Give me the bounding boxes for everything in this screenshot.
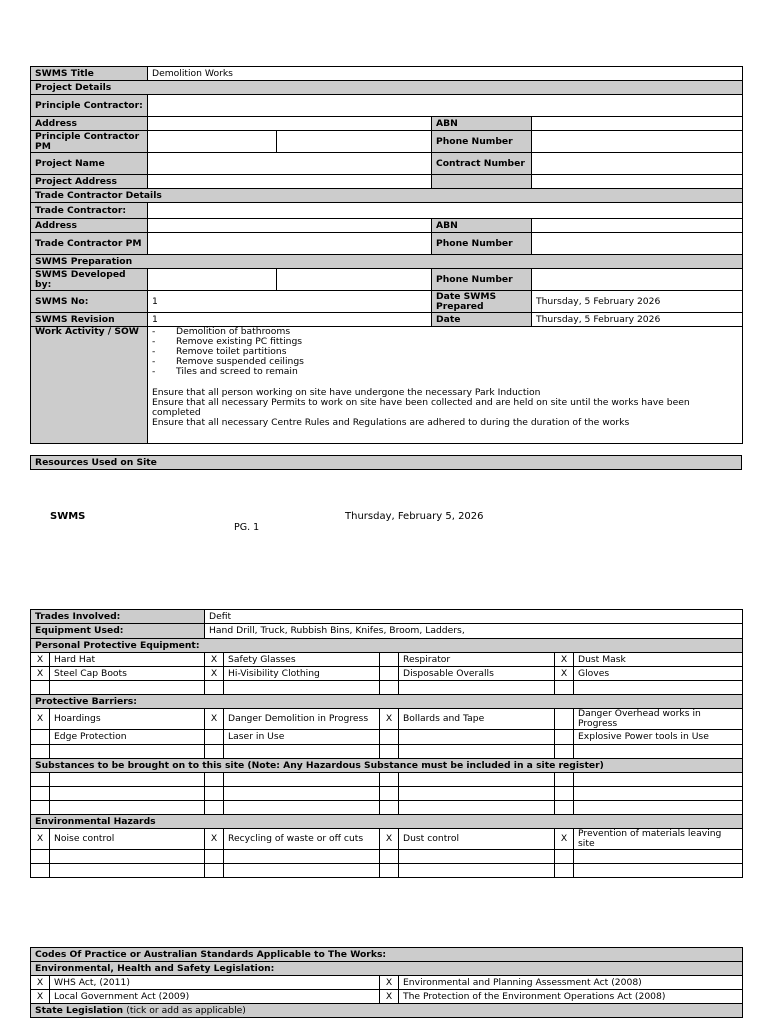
checkbox-mark[interactable]: X xyxy=(31,709,50,730)
checkbox-mark[interactable] xyxy=(380,850,399,864)
site-resources-table xyxy=(30,609,743,878)
section-codes-of-practice: Codes Of Practice or Australian Standards Applicable to The Works: xyxy=(31,948,743,962)
env-item: Prevention of materials leaving site xyxy=(574,829,743,850)
substance-item[interactable] xyxy=(574,801,743,815)
phone-number-label: Phone Number xyxy=(432,131,532,153)
checkbox-mark[interactable] xyxy=(380,864,399,878)
substance-item[interactable] xyxy=(399,801,555,815)
checkbox-mark[interactable] xyxy=(31,681,50,695)
prep-phone-number-label: Phone Number xyxy=(432,269,532,291)
barrier-row xyxy=(31,709,743,730)
ppe-item: Dust Mask xyxy=(574,653,743,667)
trade-phone-number-value[interactable] xyxy=(532,233,743,255)
substance-item[interactable] xyxy=(50,773,205,787)
substance-item[interactable] xyxy=(224,801,380,815)
ppe-item: Hi-Visibility Clothing xyxy=(224,667,380,681)
checkbox-mark[interactable] xyxy=(555,730,574,745)
checkbox-mark[interactable]: X xyxy=(555,653,574,667)
env-item[interactable] xyxy=(574,850,743,864)
checkbox-mark[interactable] xyxy=(380,801,399,815)
project-address-blank-label xyxy=(432,175,532,189)
substance-item[interactable] xyxy=(399,787,555,801)
ppe-row xyxy=(31,681,743,695)
checkbox-mark[interactable]: X xyxy=(380,976,399,990)
checkbox-mark[interactable] xyxy=(31,745,50,759)
barrier-item xyxy=(399,745,555,759)
checkbox-mark[interactable] xyxy=(380,681,399,695)
section-swms-preparation: SWMS Preparation xyxy=(31,255,743,269)
state-legislation-label: State Legislation xyxy=(35,1004,124,1016)
substance-row xyxy=(31,773,743,787)
section-substances: Substances to be brought on to this site (Note: Any Hazardous Substance must be included in a site register) xyxy=(31,759,743,773)
checkbox-mark[interactable] xyxy=(555,850,574,864)
legislation-item: The Protection of the Environment Operations Act (2008) xyxy=(399,990,743,1004)
checkbox-mark[interactable]: X xyxy=(31,990,50,1004)
checkbox-mark[interactable] xyxy=(555,745,574,759)
principle-contractor-pm-extra[interactable] xyxy=(277,131,432,153)
env-item[interactable] xyxy=(399,850,555,864)
codes-legislation-table xyxy=(30,947,743,1018)
date-label: Date xyxy=(432,313,532,327)
barrier-item xyxy=(399,730,555,745)
checkbox-mark[interactable] xyxy=(31,864,50,878)
legislation-item: Local Government Act (2009) xyxy=(50,990,380,1004)
footer-doc-title: SWMS xyxy=(50,511,86,522)
checkbox-mark[interactable]: X xyxy=(555,667,574,681)
checkbox-mark[interactable] xyxy=(555,801,574,815)
swms-title-value[interactable]: Demolition Works xyxy=(148,67,743,81)
checkbox-mark[interactable] xyxy=(380,745,399,759)
substance-item[interactable] xyxy=(574,787,743,801)
trade-address-label: Address xyxy=(31,219,148,233)
resources-table xyxy=(30,455,742,470)
substance-item[interactable] xyxy=(399,773,555,787)
substance-item[interactable] xyxy=(224,773,380,787)
trade-contractor-value[interactable] xyxy=(148,203,743,219)
principle-contractor-pm-label: Principle Contractor PM xyxy=(31,131,148,153)
abn-value[interactable] xyxy=(532,117,743,131)
env-item[interactable] xyxy=(399,864,555,878)
swms-no-value[interactable]: 1 xyxy=(148,291,432,313)
ppe-item: Disposable Overalls xyxy=(399,667,555,681)
swms-title-label: SWMS Title xyxy=(31,67,148,81)
env-item[interactable] xyxy=(50,864,205,878)
checkbox-mark[interactable] xyxy=(205,864,224,878)
checkbox-mark[interactable] xyxy=(555,681,574,695)
legislation-item: WHS Act, (2011) xyxy=(50,976,380,990)
swms-developed-by-label: SWMS Developed by: xyxy=(31,269,148,291)
ppe-item xyxy=(224,681,380,695)
substance-item[interactable] xyxy=(50,787,205,801)
substance-item[interactable] xyxy=(224,787,380,801)
footer-date: Thursday, February 5, 2026 xyxy=(345,511,484,522)
env-item: Dust control xyxy=(399,829,555,850)
project-name-value[interactable] xyxy=(148,153,432,175)
checkbox-mark[interactable] xyxy=(205,801,224,815)
work-activity-value[interactable] xyxy=(148,327,743,444)
trade-abn-label: ABN xyxy=(432,219,532,233)
legislation-row xyxy=(31,976,743,990)
abn-label: ABN xyxy=(432,117,532,131)
trades-involved-label: Trades Involved: xyxy=(31,610,205,624)
checkbox-mark[interactable] xyxy=(380,773,399,787)
env-item: Recycling of waste or off cuts xyxy=(224,829,380,850)
section-project-details: Project Details xyxy=(31,81,743,95)
barrier-row xyxy=(31,745,743,759)
checkbox-mark[interactable] xyxy=(380,653,399,667)
sow-item: - Remove toilet partitions xyxy=(152,346,287,357)
date-prepared-label: Date SWMS Prepared xyxy=(432,291,532,313)
prep-phone-number-value[interactable] xyxy=(532,269,743,291)
project-address-blank-value[interactable] xyxy=(532,175,743,189)
checkbox-mark[interactable] xyxy=(380,787,399,801)
checkbox-mark[interactable] xyxy=(380,730,399,745)
sow-note: Ensure that all necessary Centre Rules and Regulations are adhered to during the duration of the works xyxy=(152,417,630,428)
work-activity-label: Work Activity / SOW xyxy=(31,327,148,444)
barrier-item: Danger Overhead works in Progress xyxy=(574,709,743,730)
checkbox-mark[interactable] xyxy=(205,681,224,695)
checkbox-mark[interactable]: X xyxy=(555,829,574,850)
trades-involved-value[interactable]: Defit xyxy=(205,610,743,624)
date-value[interactable]: Thursday, 5 February 2026 xyxy=(532,313,743,327)
checkbox-mark[interactable] xyxy=(31,730,50,745)
checkbox-mark[interactable]: X xyxy=(31,829,50,850)
principle-contractor-pm-value[interactable] xyxy=(148,131,277,153)
section-state-legislation xyxy=(31,1004,743,1018)
checkbox-mark[interactable]: X xyxy=(380,709,399,730)
checkbox-mark[interactable]: X xyxy=(205,829,224,850)
barrier-row xyxy=(31,730,743,745)
checkbox-mark[interactable]: X xyxy=(205,709,224,730)
checkbox-mark[interactable] xyxy=(31,801,50,815)
barrier-item: Bollards and Tape xyxy=(399,709,555,730)
barrier-item xyxy=(224,745,380,759)
section-environmental-hazards: Environmental Hazards xyxy=(31,815,743,829)
equipment-used-value[interactable]: Hand Drill, Truck, Rubbish Bins, Knifes, Broom, Ladders, xyxy=(205,624,743,639)
phone-number-value[interactable] xyxy=(532,131,743,153)
legislation-row xyxy=(31,990,743,1004)
trade-contractor-label: Trade Contractor: xyxy=(31,203,148,219)
contract-number-label: Contract Number xyxy=(432,153,532,175)
ppe-item: Hard Hat xyxy=(50,653,205,667)
section-ppe: Personal Protective Equipment: xyxy=(31,639,743,653)
checkbox-mark[interactable] xyxy=(205,730,224,745)
sow-note: Ensure that all person working on site have undergone the necessary Park Induction xyxy=(152,387,541,398)
project-name-label: Project Name xyxy=(31,153,148,175)
env-item[interactable] xyxy=(574,864,743,878)
checkbox-mark[interactable]: X xyxy=(205,653,224,667)
swms-details-table xyxy=(30,66,743,444)
env-item[interactable] xyxy=(50,850,205,864)
env-item: Noise control xyxy=(50,829,205,850)
sow-item: - Remove suspended ceilings xyxy=(152,356,304,367)
date-prepared-value[interactable]: Thursday, 5 February 2026 xyxy=(532,291,743,313)
substance-item[interactable] xyxy=(574,773,743,787)
project-address-label: Project Address xyxy=(31,175,148,189)
trade-address-value[interactable] xyxy=(148,219,432,233)
ppe-item xyxy=(574,681,743,695)
section-resources-used: Resources Used on Site xyxy=(31,456,742,470)
barrier-item xyxy=(574,745,743,759)
swms-no-label: SWMS No: xyxy=(31,291,148,313)
swms-revision-value[interactable]: 1 xyxy=(148,313,432,327)
trade-contractor-pm-value[interactable] xyxy=(148,233,432,255)
section-ehs-legislation: Environmental, Health and Safety Legislation: xyxy=(31,962,743,976)
checkbox-mark[interactable] xyxy=(555,773,574,787)
barrier-item: Edge Protection xyxy=(50,730,205,745)
checkbox-mark[interactable] xyxy=(205,773,224,787)
checkbox-mark[interactable] xyxy=(555,864,574,878)
checkbox-mark[interactable] xyxy=(31,850,50,864)
ppe-row xyxy=(31,667,743,681)
sow-item: - Tiles and screed to remain xyxy=(152,366,298,377)
substance-row xyxy=(31,787,743,801)
checkbox-mark[interactable] xyxy=(380,667,399,681)
barrier-item: Danger Demolition in Progress xyxy=(224,709,380,730)
checkbox-mark[interactable] xyxy=(31,773,50,787)
ppe-item: Safety Glasses xyxy=(224,653,380,667)
env-row xyxy=(31,864,743,878)
legislation-item: Environmental and Planning Assessment Act (2008) xyxy=(399,976,743,990)
section-protective-barriers: Protective Barriers: xyxy=(31,695,743,709)
ppe-item xyxy=(399,681,555,695)
barrier-item: Explosive Power tools in Use xyxy=(574,730,743,745)
env-item[interactable] xyxy=(224,864,380,878)
ppe-item: Gloves xyxy=(574,667,743,681)
ppe-row xyxy=(31,653,743,667)
section-trade-contractor-details: Trade Contractor Details xyxy=(31,189,743,203)
checkbox-mark[interactable]: X xyxy=(31,976,50,990)
sow-item: - Demolition of bathrooms xyxy=(152,326,291,337)
principle-contractor-value[interactable] xyxy=(148,95,743,117)
state-legislation-note: (tick or add as applicable) xyxy=(126,1004,246,1016)
ppe-item: Steel Cap Boots xyxy=(50,667,205,681)
trade-contractor-pm-label: Trade Contractor PM xyxy=(31,233,148,255)
barrier-item: Hoardings xyxy=(50,709,205,730)
barrier-item: Laser in Use xyxy=(224,730,380,745)
address-label: Address xyxy=(31,117,148,131)
checkbox-mark[interactable]: X xyxy=(31,653,50,667)
project-address-value[interactable] xyxy=(148,175,432,189)
contract-number-value[interactable] xyxy=(532,153,743,175)
principle-contractor-label: Principle Contractor: xyxy=(31,95,148,117)
env-row xyxy=(31,850,743,864)
checkbox-mark[interactable] xyxy=(205,787,224,801)
sow-item: - Remove existing PC fittings xyxy=(152,336,303,347)
substance-row xyxy=(31,801,743,815)
trade-abn-value[interactable] xyxy=(532,219,743,233)
trade-phone-number-label: Phone Number xyxy=(432,233,532,255)
address-value[interactable] xyxy=(148,117,432,131)
checkbox-mark[interactable] xyxy=(555,709,574,730)
sow-note: Ensure that all necessary Permits to work on site have been collected and are held on site until the works have been completed xyxy=(152,397,690,418)
ppe-item xyxy=(50,681,205,695)
checkbox-mark[interactable]: X xyxy=(205,667,224,681)
equipment-used-label: Equipment Used: xyxy=(31,624,205,639)
substance-item[interactable] xyxy=(50,801,205,815)
checkbox-mark[interactable] xyxy=(205,745,224,759)
checkbox-mark[interactable]: X xyxy=(380,829,399,850)
swms-revision-label: SWMS Revision xyxy=(31,313,148,327)
ppe-item: Respirator xyxy=(399,653,555,667)
checkbox-mark[interactable]: X xyxy=(31,667,50,681)
swms-developed-by-value[interactable] xyxy=(148,269,277,291)
env-item[interactable] xyxy=(224,850,380,864)
checkbox-mark[interactable] xyxy=(555,787,574,801)
footer-page-number: PG. 1 xyxy=(234,522,260,533)
barrier-item xyxy=(50,745,205,759)
checkbox-mark[interactable] xyxy=(31,787,50,801)
checkbox-mark[interactable] xyxy=(205,850,224,864)
env-row xyxy=(31,829,743,850)
checkbox-mark[interactable]: X xyxy=(380,990,399,1004)
swms-developed-by-extra[interactable] xyxy=(277,269,432,291)
